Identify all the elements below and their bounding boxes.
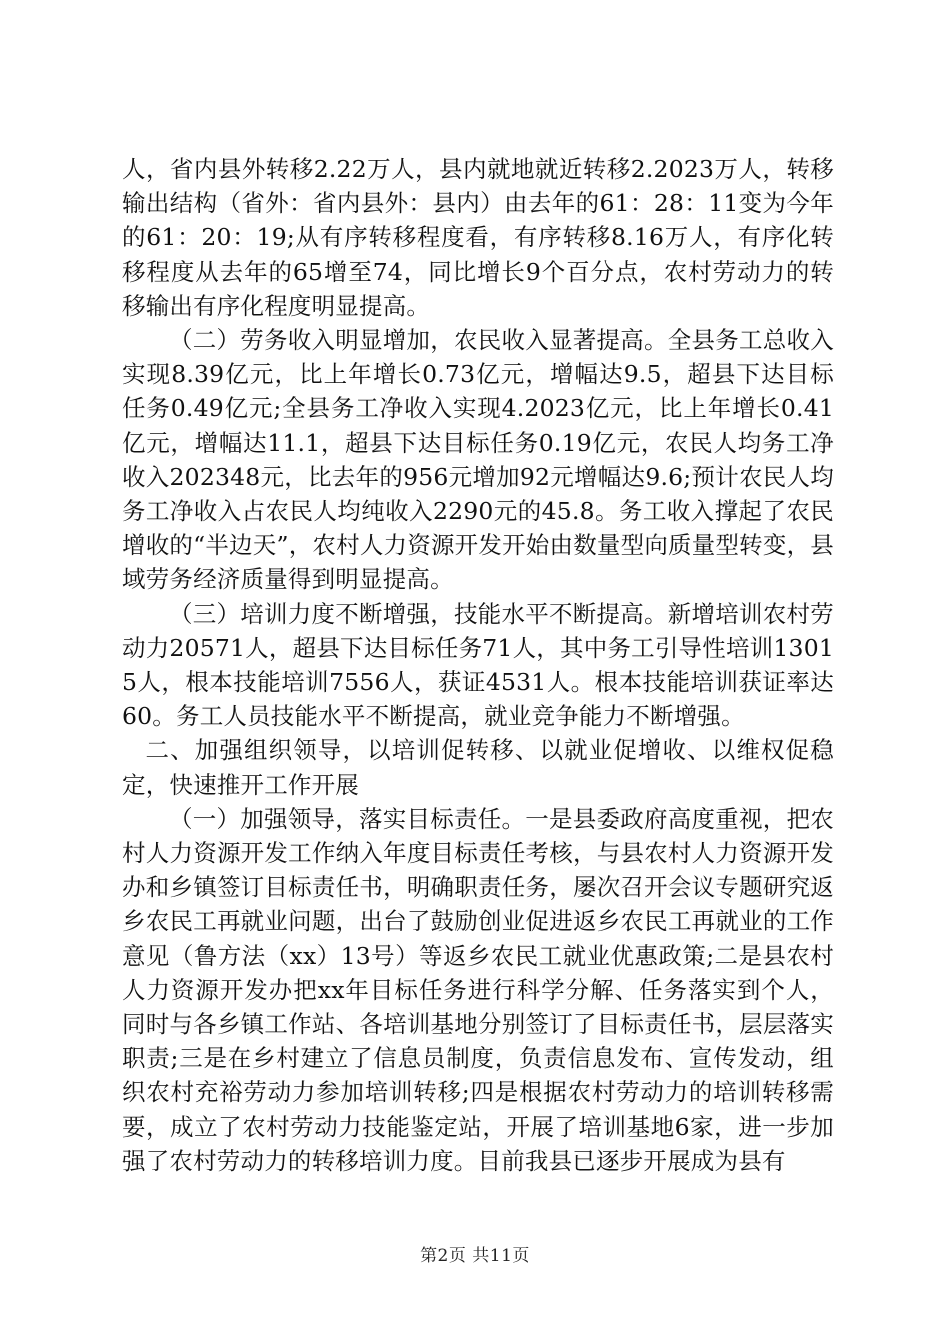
paragraph-labor-income: （二）劳务收入明显增加，农民收入显著提高。全县务工总收入实现8.39亿元，比上年增长0.73亿元，增幅达9.5，超县下达目标任务0.49亿元;全县务工净收入实现4.2023亿元，比上年增长0.41亿元，增幅达11.1，超县下达目标任务0.19亿元，农民人均务工净收入202348元，比去年的956元增加92元增幅达9.6;预计农民人均务工净收入占农民人均纯收入2290元的45.8。务工收入撑起了农民增收的“半边天”，农村人力资源开发开始由数量型向质量型转变，县域劳务经济质量得到明显提高。 [122,326,834,594]
paragraph-leadership: （一）加强领导，落实目标责任。一是县委政府高度重视，把农村人力资源开发工作纳入年度目标责任考核，与县农村人力资源开发办和乡镇签订目标责任书，明确职责任务，屡次召开会议专题研究返乡农民工再就业问题，出台了鼓励创业促进返乡农民工再就业的工作意见（鲁方法（xx）13号）等返乡农民工就业优惠政策;二是县农村人力资源开发办把xx年目标任务进行科学分解、任务落实到个人，同时与各乡镇工作站、各培训基地分别签订了目标责任书，层层落实职责;三是在乡村建立了信息员制度，负责信息发布、宣传发动，组织农村充裕劳动力参加培训转移;四是根据农村劳动力的培训转移需要，成立了农村劳动力技能鉴定站，开展了培训基地6家，进一步加强了农村劳动力的转移培训力度。目前我县已逐步开展成为县有 [122,804,834,1175]
paragraph-training: （三）培训力度不断增强，技能水平不断提高。新增培训农村劳动力20571人，超县下达目标任务71人，其中务工引导性培训13015人，根本技能培训7556人，获证4531人。根本技能培训获证率达60。务工人员技能水平不断提高，就业竞争能力不断增强。 [122,599,834,731]
page-number-footer: 第2页 共11页 [420,1246,530,1266]
paragraph-continuation: 人，省内县外转移2.22万人，县内就地就近转移2.2023万人，转移输出结构（省外：省内县外：县内）由去年的61：28：11变为今年的61：20：19;从有序转移程度看，有序转移8.16万人，有序化转移程度从去年的65增至74，同比增长9个百分点，农村劳动力的转移输出有序化程度明显提高。 [122,155,834,320]
document-body [122,152,834,1178]
section-heading-two: 二、加强组织领导，以培训促转移、以就业促增收、以维权促稳定，快速推开工作开展 [122,736,834,799]
